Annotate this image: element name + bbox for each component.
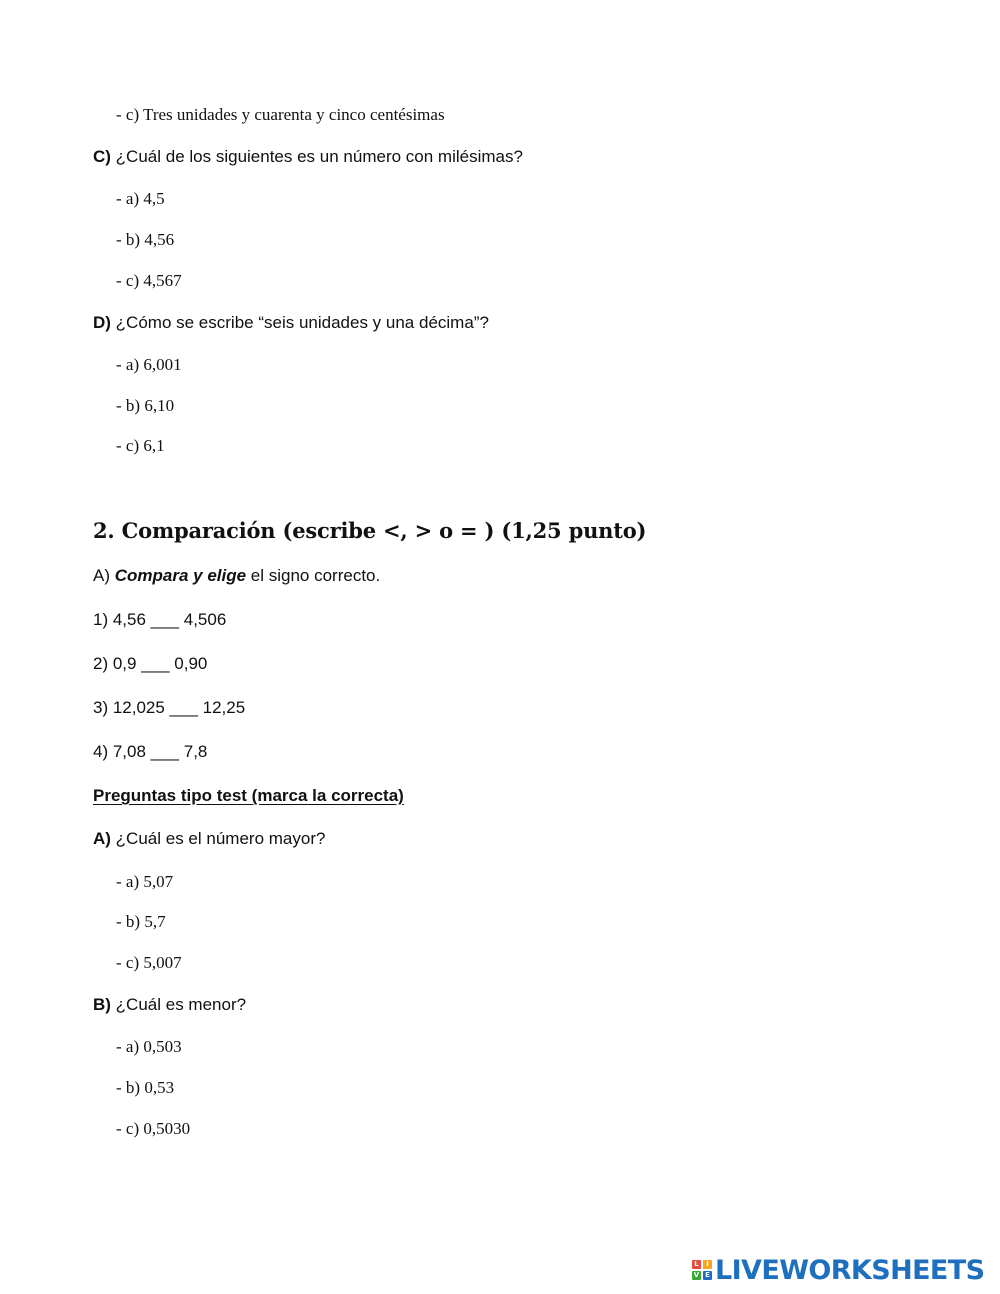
instruction-prefix: A) xyxy=(93,566,115,585)
question-b-text: ¿Cuál es menor? xyxy=(110,995,247,1014)
question-a-text: ¿Cuál es el número mayor? xyxy=(110,829,326,848)
question-b-option-b[interactable]: - b) 0,53 xyxy=(116,1078,175,1097)
question-b-letter: B) xyxy=(93,995,111,1014)
logo-mark-cell: E xyxy=(703,1271,712,1280)
question-c-text: ¿Cuál de los siguientes es un número con milésimas? xyxy=(110,147,523,166)
section-2-title: 2. Comparación (escribe <, > o = ) (1,25 punto) xyxy=(93,518,647,543)
question-a-letter: A) xyxy=(93,829,111,848)
question-a xyxy=(93,830,325,847)
question-d xyxy=(93,314,489,331)
previous-option-c: - c) Tres unidades y cuarenta y cinco centésimas xyxy=(116,105,445,124)
comparison-3[interactable]: 3) 12,025 ___ 12,25 xyxy=(93,698,246,717)
question-c-letter: C) xyxy=(93,147,111,166)
question-b xyxy=(93,996,246,1013)
question-a-option-a[interactable]: - a) 5,07 xyxy=(116,872,174,891)
logo-text: LIVEWORKSHEETS xyxy=(715,1254,985,1286)
question-d-option-c[interactable]: - c) 6,1 xyxy=(116,436,165,455)
logo-mark-cell: L xyxy=(692,1260,701,1269)
logo-mark-cell: V xyxy=(693,1271,700,1279)
question-b-option-a[interactable]: - a) 0,503 xyxy=(116,1037,182,1056)
question-c xyxy=(93,148,523,165)
question-c-option-a[interactable]: - a) 4,5 xyxy=(116,189,165,208)
question-d-letter: D) xyxy=(93,313,111,332)
test-questions-heading: Preguntas tipo test (marca la correcta) xyxy=(93,786,404,805)
question-d-option-b[interactable]: - b) 6,10 xyxy=(116,396,175,415)
comparison-1[interactable]: 1) 4,56 ___ 4,506 xyxy=(93,610,227,629)
question-c-option-c[interactable]: - c) 4,567 xyxy=(116,271,182,290)
comparison-2[interactable]: 2) 0,9 ___ 0,90 xyxy=(93,654,208,673)
logo-mark-cell: I xyxy=(703,1260,712,1269)
liveworksheets-logo xyxy=(692,1255,984,1285)
question-a-option-c[interactable]: - c) 5,007 xyxy=(116,953,182,972)
question-a-option-b[interactable]: - b) 5,7 xyxy=(116,912,166,931)
comparison-4[interactable]: 4) 7,08 ___ 7,8 xyxy=(93,742,208,761)
instruction-suffix: el signo correcto. xyxy=(246,566,381,585)
question-d-option-a[interactable]: - a) 6,001 xyxy=(116,355,182,374)
section-2-instruction xyxy=(93,567,380,584)
question-b-option-c[interactable]: - c) 0,5030 xyxy=(116,1119,191,1138)
question-c-option-b[interactable]: - b) 4,56 xyxy=(116,230,175,249)
question-d-text: ¿Cómo se escribe “seis unidades y una décima”? xyxy=(110,313,489,332)
logo-mark-icon xyxy=(692,1260,712,1280)
instruction-emphasis: Compara y elige xyxy=(114,566,247,585)
